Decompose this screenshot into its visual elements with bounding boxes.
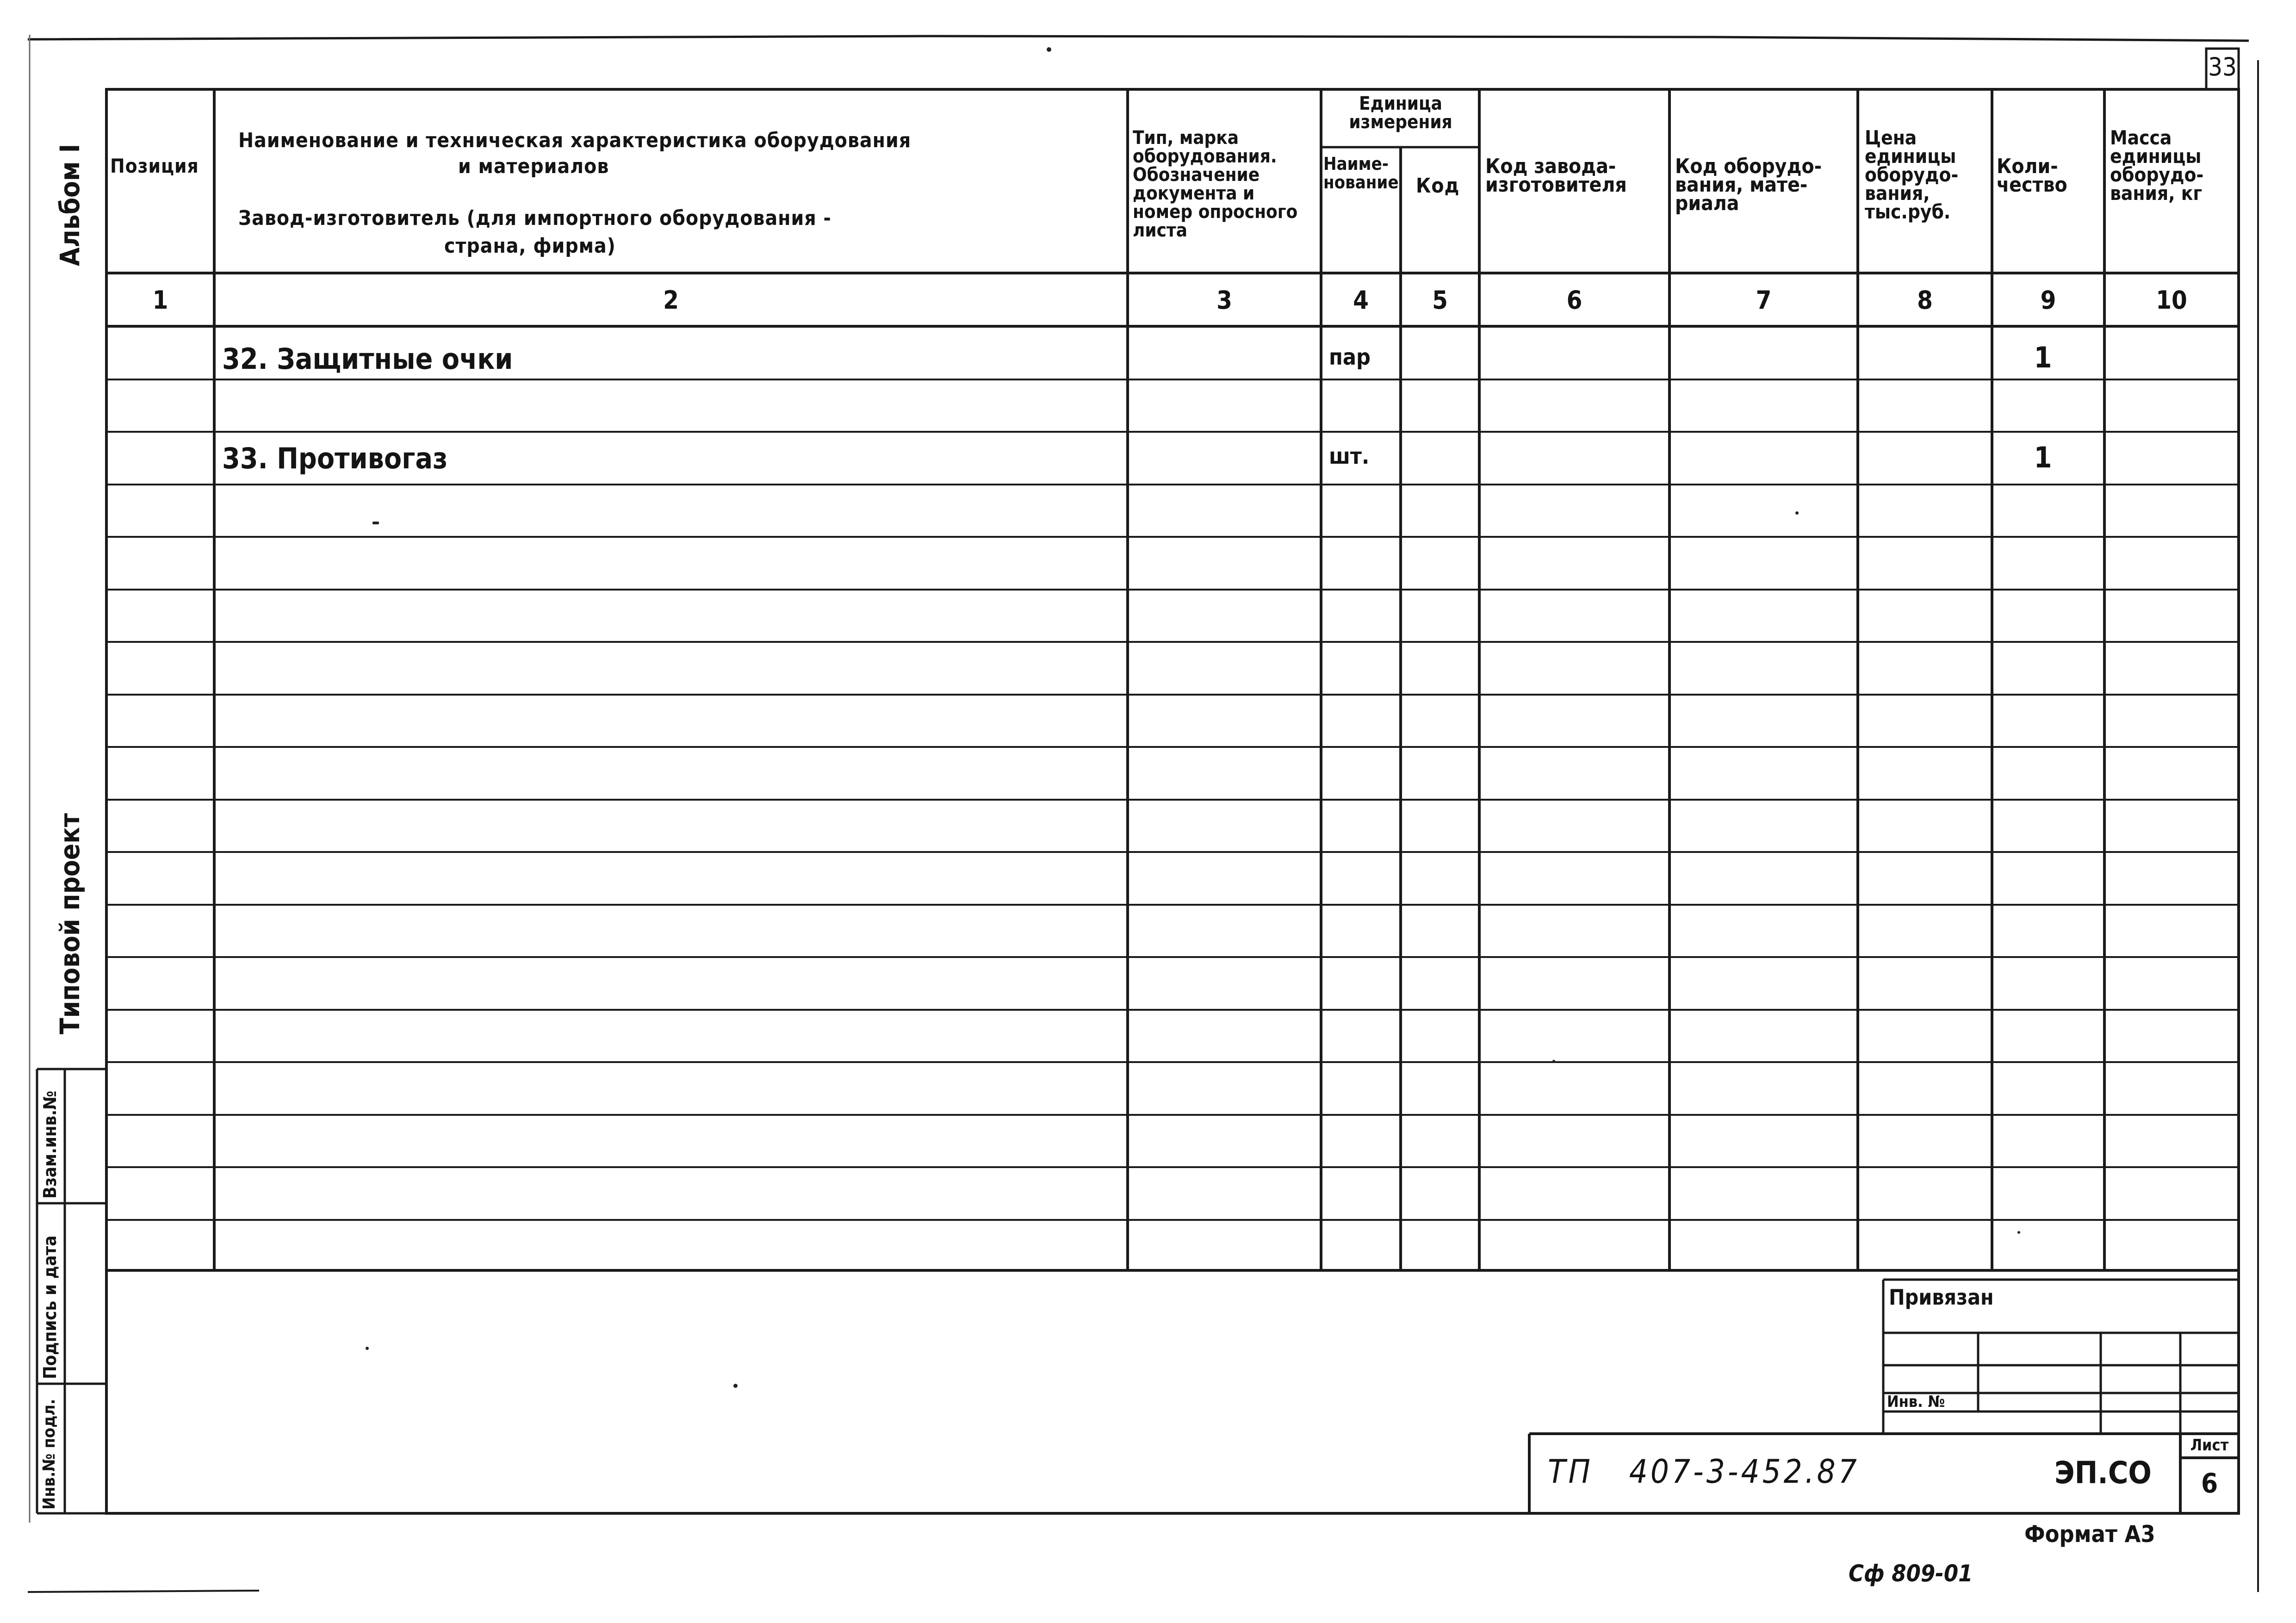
scan-speck [1552,1060,1555,1063]
album-label: Альбом I [54,143,86,266]
column-number-10: 10 [2156,286,2187,315]
scan-speck [1047,47,1051,52]
column-number-7: 7 [1756,286,1772,315]
column-number-1: 1 [152,286,168,315]
scan-speck [372,522,379,524]
stamp-vzam-inv: Взам.инв.№ [40,1090,60,1199]
privyazan-label: Привязан [1889,1285,1994,1310]
header-position: Позиция [110,155,199,177]
row-item-qty: 1 [2034,441,2052,474]
row-item-name: 33. Противогаз [222,442,448,475]
scan-speck [2017,1231,2020,1234]
sheet-label: Лист [2190,1436,2229,1455]
sheet-number: 6 [2201,1468,2218,1499]
scan-speck [1795,511,1799,515]
column-number-8: 8 [1917,286,1933,315]
header-unit-code: Код [1416,174,1460,198]
header-equipment-code: Код оборудо-вания, мате-риала [1675,155,1822,215]
header-unit-name: Наиме-нование [1323,154,1399,193]
scan-speck [366,1347,369,1350]
stamp-inv-podl: Инв.№ подл. [40,1399,59,1510]
row-item-unit: пар [1329,344,1371,370]
column-number-4: 4 [1353,286,1369,315]
header-unit-group: Единица измерения [1349,93,1452,133]
column-number-5: 5 [1432,286,1448,315]
header-unit-price: Цена единицы оборудо-вания, тыс.руб. [1865,126,1959,223]
header-unit-mass: Масса единицы оборудо-вания, кг [2110,126,2204,205]
inv-no-label: Инв. № [1887,1393,1945,1411]
row-item-unit: шт. [1329,443,1370,469]
sheet-corner-number: 33 [2208,52,2237,81]
header-name-line3: Завод-изготовитель (для импортного оборудования - [238,206,832,230]
header-quantity: Коли-чество [1997,155,2067,197]
paper-format: Формат А3 [2024,1521,2155,1548]
column-number-6: 6 [1566,286,1582,315]
project-code: ТП 407-3-452.87 [1548,1453,1860,1491]
project-label: Типовой проект [54,813,86,1034]
column-number-2: 2 [663,286,679,315]
document-code: ЭП.СО [2054,1455,2152,1491]
stamp-podpis-data: Подпись и дата [40,1235,60,1379]
header-type-mark: Тип, марка оборудования. Обозначение документа и номер опросного листа [1133,127,1298,241]
column-number-3: 3 [1216,286,1232,315]
column-number-9: 9 [2040,286,2056,315]
header-name-line4: страна, фирма) [444,234,616,258]
row-item-qty: 1 [2034,341,2052,374]
row-item-name: 32. Защитные очки [222,342,513,376]
header-name-line1: Наименование и техническая характеристика оборудования [238,129,912,152]
footer-note: Сф 809-01 [1849,1560,1973,1587]
header-plant-code: Код завода-изготовителя [1485,155,1627,197]
scan-speck [733,1384,738,1388]
header-name-line2: и материалов [458,155,609,178]
